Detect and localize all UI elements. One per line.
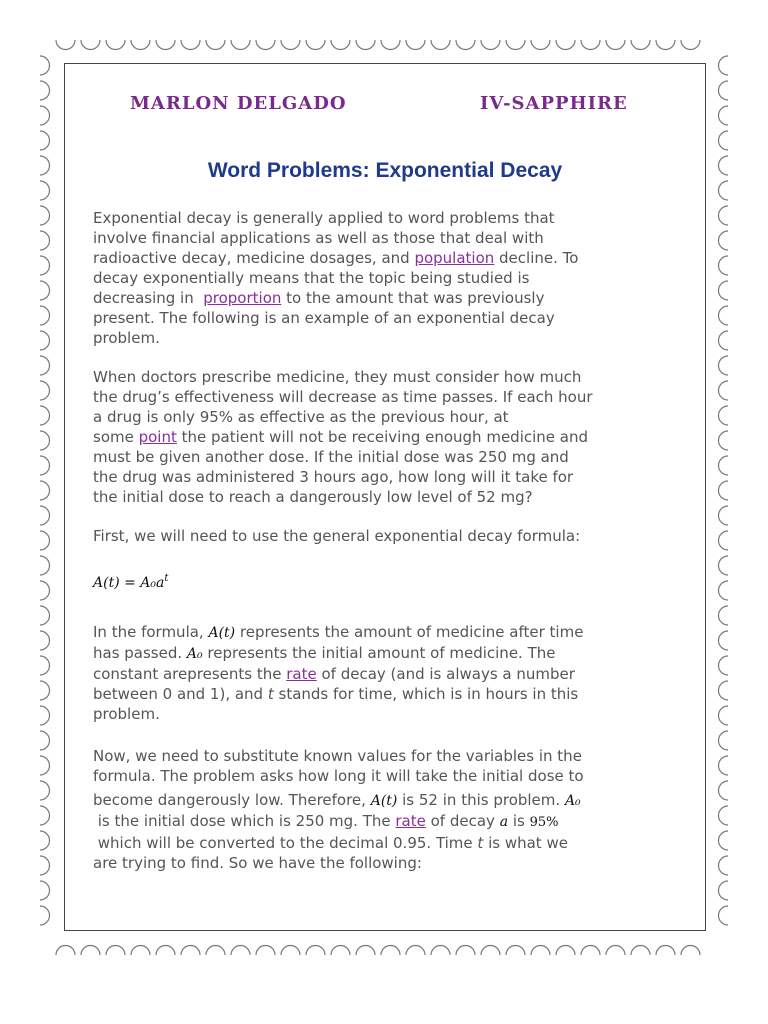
population-link[interactable]: population (414, 249, 495, 267)
proportion-link[interactable]: proportion (203, 289, 282, 307)
intro-paragraph: Exponential decay is generally applied to word problems that involve financial applications as well as those that deal with radioactive decay, medicine dosages, and population decline. To decay exponentially means that the topic being studied is decreasing in proportion to the amount that was previously present. The following is an example of an exponential decay problem. (93, 209, 579, 347)
variables-paragraph: In the formula, A(t) represents the amount of medicine after time has passed. A₀ represents the initial amount of medicine. The constant arepresents the rate of decay (and is always a number between 0 and 1), and t stands for time, which is in hours in this problem. (93, 623, 584, 723)
student-name: MARLON DELGADO (130, 93, 347, 114)
decay-formula: $A(t) = A_0a^t$ (93, 573, 169, 591)
student-section: IV-SAPPHIRE (480, 93, 628, 114)
page-title: Word Problems: Exponential Decay (207, 159, 563, 182)
point-link[interactable]: point (138, 428, 177, 446)
substitution-paragraph: Now, we need to substitute known values for the variables in the formula. The problem asks how long it will take the initial dose to become dangerously low. Therefore, A(t) is 52 in this problem. A₀ is the initial dose which is 250 mg. The rate of decay a is 95% which will be converted to the decimal 0.95. Time t is what we are trying to find. So we have the following: (93, 747, 584, 872)
rate-link-2[interactable]: rate (395, 812, 426, 830)
rate-link[interactable]: rate (286, 665, 317, 683)
formula-intro: First, we will need to use the general exponential decay formula: (93, 527, 581, 545)
problem-paragraph: When doctors prescribe medicine, they must consider how much the drug’s effectiveness will decrease as time passes. If each hour a drug is only 95% as effective as the previous hour, at some point the patient will not be receiving enough medicine and must be given another dose. If the initial dose was 250 mg and the drug was administered 3 hours ago, how long will it take for the initial dose to reach a dangerously low level of 52 mg? (93, 368, 593, 506)
